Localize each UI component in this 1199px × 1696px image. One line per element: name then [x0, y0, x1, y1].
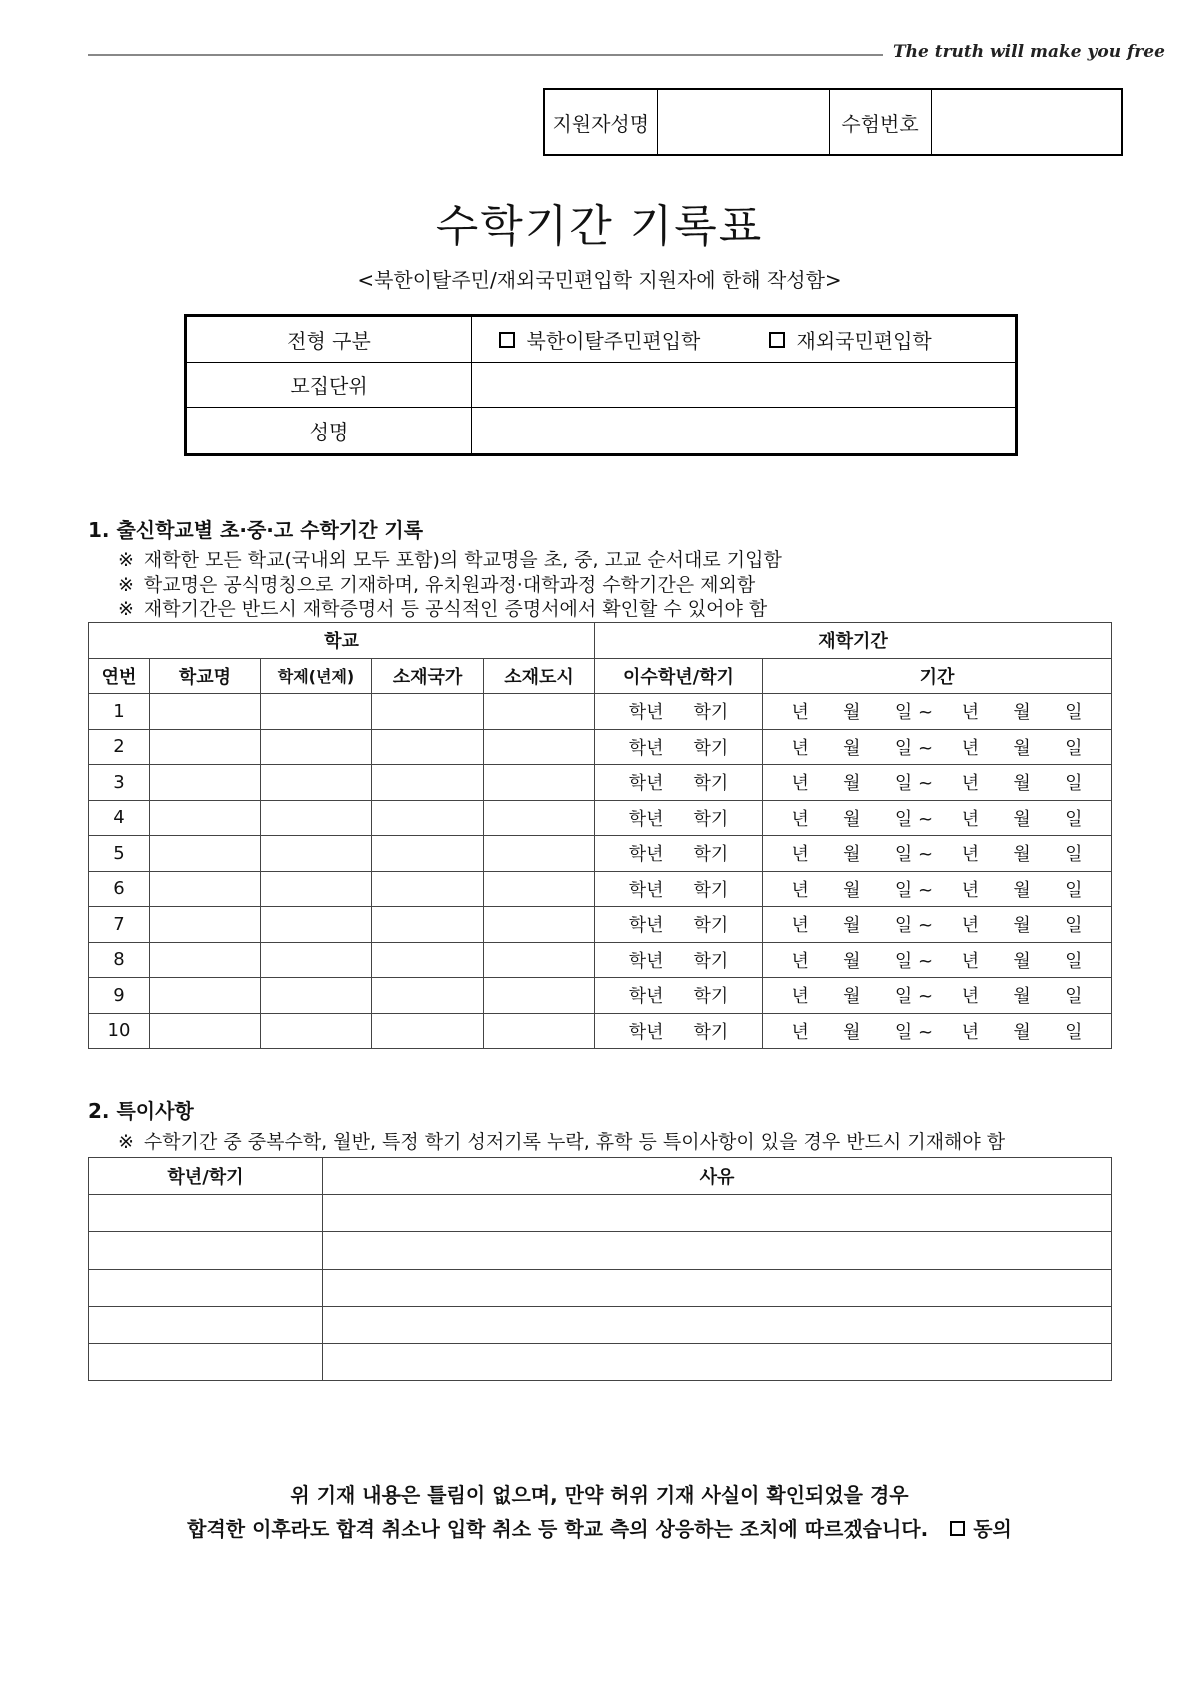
recruit-unit-field[interactable] — [472, 362, 1017, 407]
school-name-field[interactable] — [150, 907, 261, 943]
school-name-field[interactable] — [150, 694, 261, 730]
applicant-table — [543, 88, 1123, 156]
special-reason-field[interactable] — [323, 1306, 1112, 1343]
special-notes-table — [88, 1157, 1112, 1381]
school-group-header: 학교 — [89, 623, 595, 659]
school-system-field[interactable] — [261, 1013, 372, 1049]
grade-semester-field[interactable]: 학년 학기 — [595, 1013, 763, 1049]
grade-semester-field[interactable]: 학년 학기 — [595, 907, 763, 943]
applicant-name-label: 지원자성명 — [544, 89, 657, 155]
special-grade-semester-field[interactable] — [89, 1344, 323, 1381]
option-north-korean[interactable]: 북한이탈주민편입학 — [489, 325, 769, 354]
agreement-line-2: 합격한 이후라도 합격 취소나 입학 취소 등 학교 측의 상응하는 조치에 따르겠습니다. 동의 — [187, 1517, 1012, 1541]
special-reason-field[interactable] — [323, 1269, 1112, 1306]
school-name-field[interactable] — [150, 765, 261, 801]
checkbox-icon[interactable] — [499, 332, 515, 348]
exam-number-field[interactable] — [931, 89, 1122, 155]
school-name-field[interactable] — [150, 1013, 261, 1049]
grade-semester-field[interactable]: 학년 학기 — [595, 871, 763, 907]
special-reason-field[interactable] — [323, 1195, 1112, 1232]
city-field[interactable] — [484, 907, 595, 943]
school-system-field[interactable] — [261, 729, 372, 765]
table-row — [89, 800, 1112, 836]
school-system-field[interactable] — [261, 871, 372, 907]
table-row — [89, 871, 1112, 907]
grade-semester-field[interactable]: 학년 학기 — [595, 978, 763, 1014]
admission-type-options — [472, 316, 1017, 363]
period-field[interactable]: 년 월 일 ~ 년 월 일 — [763, 978, 1112, 1014]
country-field[interactable] — [372, 1013, 484, 1049]
city-field[interactable] — [484, 836, 595, 872]
city-field[interactable] — [484, 1013, 595, 1049]
school-system-field[interactable] — [261, 694, 372, 730]
period-field[interactable]: 년 월 일 ~ 년 월 일 — [763, 1013, 1112, 1049]
option-overseas-korean[interactable]: 재외국민편입학 — [769, 325, 999, 354]
school-system-field[interactable] — [261, 800, 372, 836]
section1-note-3: ※ 재학기간은 반드시 재학증명서 등 공식적인 증명서에서 확인할 수 있어야 함 — [118, 598, 768, 620]
school-name-field[interactable] — [150, 942, 261, 978]
school-system-field[interactable] — [261, 765, 372, 801]
table-row — [89, 1232, 1112, 1269]
col-header-country: 소재국가 — [372, 658, 484, 694]
exam-number-label: 수험번호 — [829, 89, 931, 155]
country-field[interactable] — [372, 871, 484, 907]
city-field[interactable] — [484, 978, 595, 1014]
city-field[interactable] — [484, 800, 595, 836]
section1-note-2: ※ 학교명은 공식명칭으로 기재하며, 유치원과정·대학과정 수학기간은 제외함 — [118, 574, 756, 596]
period-field[interactable]: 년 월 일 ~ 년 월 일 — [763, 800, 1112, 836]
table-row — [89, 907, 1112, 943]
applicant-name-field[interactable] — [657, 89, 829, 155]
row-number: 5 — [89, 836, 150, 872]
table-row — [89, 694, 1112, 730]
country-field[interactable] — [372, 978, 484, 1014]
section2-note: ※ 수학기간 중 중복수학, 월반, 특정 학기 성저기록 누락, 휴학 등 특이사항이 있을 경우 반드시 기재해야 함 — [118, 1131, 1006, 1153]
school-system-field[interactable] — [261, 907, 372, 943]
table-row — [89, 942, 1112, 978]
section1-title: 1. 출신학교별 초·중·고 수학기간 기록 — [88, 518, 424, 542]
row-number: 1 — [89, 694, 150, 730]
info-table — [184, 314, 1018, 456]
special-grade-semester-field[interactable] — [89, 1232, 323, 1269]
row-number: 9 — [89, 978, 150, 1014]
school-system-field[interactable] — [261, 942, 372, 978]
col-header-system: 학제(년제) — [261, 658, 372, 694]
special-reason-field[interactable] — [323, 1344, 1112, 1381]
agree-checkbox-icon[interactable] — [950, 1521, 965, 1536]
city-field[interactable] — [484, 765, 595, 801]
header-rule — [88, 54, 883, 56]
col-header-city: 소재도시 — [484, 658, 595, 694]
special-grade-semester-field[interactable] — [89, 1269, 323, 1306]
row-number: 10 — [89, 1013, 150, 1049]
checkbox-icon[interactable] — [769, 332, 785, 348]
col-header-grade-semester: 학년/학기 — [89, 1158, 323, 1195]
table-row — [89, 1306, 1112, 1343]
col-header-school-name: 학교명 — [150, 658, 261, 694]
country-field[interactable] — [372, 800, 484, 836]
section2-title: 2. 특이사항 — [88, 1099, 194, 1123]
school-name-field[interactable] — [150, 800, 261, 836]
country-field[interactable] — [372, 836, 484, 872]
table-row — [89, 765, 1112, 801]
period-field[interactable]: 년 월 일 ~ 년 월 일 — [763, 836, 1112, 872]
name-label: 성명 — [186, 408, 472, 455]
city-field[interactable] — [484, 694, 595, 730]
col-header-period: 기간 — [763, 658, 1112, 694]
row-number: 4 — [89, 800, 150, 836]
grade-semester-field[interactable]: 학년 학기 — [595, 765, 763, 801]
school-name-field[interactable] — [150, 871, 261, 907]
school-system-field[interactable] — [261, 836, 372, 872]
country-field[interactable] — [372, 942, 484, 978]
form-title: 수학기간 기록표 — [435, 201, 764, 252]
special-grade-semester-field[interactable] — [89, 1306, 323, 1343]
country-field[interactable] — [372, 907, 484, 943]
school-name-field[interactable] — [150, 836, 261, 872]
table-row — [89, 978, 1112, 1014]
table-row — [89, 1013, 1112, 1049]
grade-semester-field[interactable]: 학년 학기 — [595, 694, 763, 730]
period-group-header: 재학기간 — [595, 623, 1112, 659]
grade-semester-field[interactable]: 학년 학기 — [595, 729, 763, 765]
row-number: 7 — [89, 907, 150, 943]
row-number: 2 — [89, 729, 150, 765]
agree-label: 동의 — [973, 1517, 1012, 1541]
school-period-table — [88, 622, 1112, 1049]
name-field[interactable] — [472, 408, 1017, 455]
grade-semester-field[interactable]: 학년 학기 — [595, 836, 763, 872]
period-field[interactable]: 년 월 일 ~ 년 월 일 — [763, 694, 1112, 730]
row-number: 6 — [89, 871, 150, 907]
special-grade-semester-field[interactable] — [89, 1195, 323, 1232]
period-field[interactable]: 년 월 일 ~ 년 월 일 — [763, 871, 1112, 907]
period-field[interactable]: 년 월 일 ~ 년 월 일 — [763, 729, 1112, 765]
col-header-no: 연번 — [89, 658, 150, 694]
col-header-reason: 사유 — [323, 1158, 1112, 1195]
country-field[interactable] — [372, 694, 484, 730]
school-name-field[interactable] — [150, 978, 261, 1014]
grade-semester-field[interactable]: 학년 학기 — [595, 942, 763, 978]
recruit-unit-label: 모집단위 — [186, 362, 472, 407]
school-system-field[interactable] — [261, 978, 372, 1014]
country-field[interactable] — [372, 729, 484, 765]
special-reason-field[interactable] — [323, 1232, 1112, 1269]
table-row — [89, 729, 1112, 765]
row-number: 3 — [89, 765, 150, 801]
header-motto: The truth will make you free — [893, 42, 1165, 62]
period-field[interactable]: 년 월 일 ~ 년 월 일 — [763, 907, 1112, 943]
section1-note-1: ※ 재학한 모든 학교(국내외 모두 포함)의 학교명을 초, 중, 고교 순서대로 기입함 — [118, 549, 782, 571]
table-row — [89, 836, 1112, 872]
admission-type-label: 전형 구분 — [186, 316, 472, 363]
period-field[interactable]: 년 월 일 ~ 년 월 일 — [763, 765, 1112, 801]
table-row — [89, 1269, 1112, 1306]
form-subtitle: <북한이탈주민/재외국민편입학 지원자에 한해 작성함> — [357, 268, 842, 292]
city-field[interactable] — [484, 729, 595, 765]
table-row — [89, 1344, 1112, 1381]
city-field[interactable] — [484, 942, 595, 978]
row-number: 8 — [89, 942, 150, 978]
school-name-field[interactable] — [150, 729, 261, 765]
country-field[interactable] — [372, 765, 484, 801]
grade-semester-field[interactable]: 학년 학기 — [595, 800, 763, 836]
col-header-grade-semester: 이수학년/학기 — [595, 658, 763, 694]
agreement-line-1: 위 기재 내용은 틀림이 없으며, 만약 허위 기재 사실이 확인되었을 경우 — [290, 1483, 909, 1507]
period-field[interactable]: 년 월 일 ~ 년 월 일 — [763, 942, 1112, 978]
city-field[interactable] — [484, 871, 595, 907]
table-row — [89, 1195, 1112, 1232]
